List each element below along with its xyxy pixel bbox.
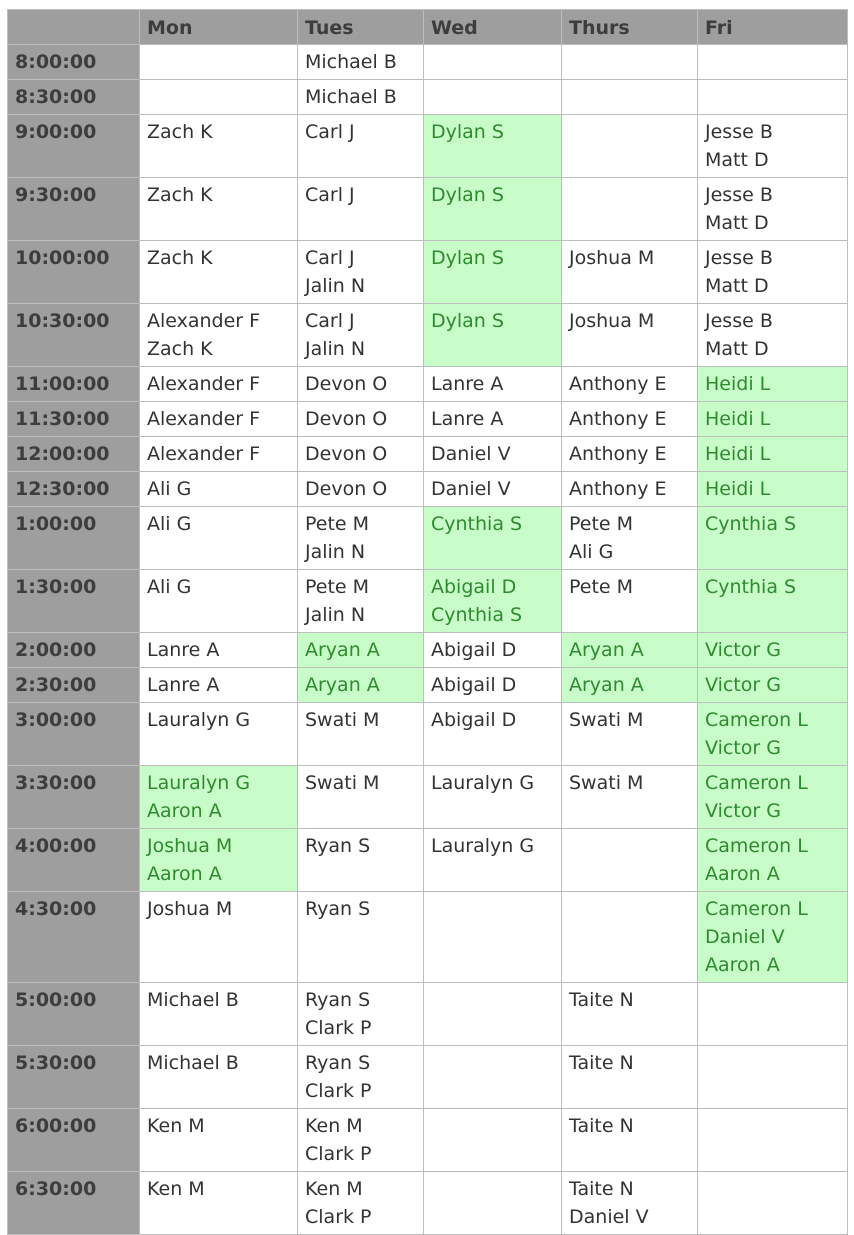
staff-name: Aryan A <box>569 674 644 696</box>
schedule-cell-mon <box>140 668 298 703</box>
schedule-cell-wed <box>424 1109 562 1172</box>
schedule-cell-thurs <box>562 304 698 367</box>
staff-name: Devon O <box>305 478 388 500</box>
schedule-cell-tues <box>298 983 424 1046</box>
schedule-cell-mon <box>140 241 298 304</box>
schedule-cell-tues <box>298 241 424 304</box>
schedule-cell-wed <box>424 829 562 892</box>
time-slot-row <box>8 983 848 1046</box>
staff-name: Heidi L <box>705 373 771 395</box>
schedule-cell-thurs <box>562 115 698 178</box>
schedule-cell-mon <box>140 703 298 766</box>
schedule-cell-mon <box>140 115 298 178</box>
time-label: 11:00:00 <box>8 367 140 402</box>
staff-name: Ken M <box>305 1178 363 1200</box>
schedule-cell-wed <box>424 983 562 1046</box>
staff-name: Alexander F <box>147 373 261 395</box>
staff-name: Aaron A <box>705 954 780 976</box>
schedule-cell-thurs <box>562 507 698 570</box>
day-header-thurs: Thurs <box>562 10 698 45</box>
staff-name: Clark P <box>305 1017 372 1039</box>
staff-name: Victor G <box>705 639 781 661</box>
time-label: 9:00:00 <box>8 115 140 178</box>
staff-name: Lauralyn G <box>147 709 251 731</box>
staff-name: Lanre A <box>147 639 220 661</box>
staff-name: Abigail D <box>431 709 517 731</box>
staff-name: Devon O <box>305 373 388 395</box>
staff-name: Matt D <box>705 275 769 297</box>
staff-name: Jesse B <box>705 184 773 206</box>
staff-name: Lanre A <box>147 674 220 696</box>
schedule-cell-thurs <box>562 892 698 983</box>
staff-name: Abigail D <box>431 576 517 598</box>
staff-name: Taite N <box>569 1178 634 1200</box>
staff-name: Cameron L <box>705 835 808 857</box>
time-slot-row <box>8 115 848 178</box>
time-slot-row <box>8 570 848 633</box>
staff-name: Aaron A <box>705 863 780 885</box>
staff-name: Jalin N <box>305 275 366 297</box>
schedule-cell-fri <box>698 402 848 437</box>
time-slot-row <box>8 829 848 892</box>
schedule-cell-fri <box>698 472 848 507</box>
staff-name: Cameron L <box>705 898 808 920</box>
schedule-cell-tues <box>298 80 424 115</box>
staff-name: Pete M <box>569 576 634 598</box>
time-label: 5:00:00 <box>8 983 140 1046</box>
day-header-wed: Wed <box>424 10 562 45</box>
time-slot-row <box>8 507 848 570</box>
staff-name: Jalin N <box>305 604 366 626</box>
staff-name: Ryan S <box>305 898 371 920</box>
schedule-cell-wed <box>424 241 562 304</box>
schedule-cell-mon <box>140 472 298 507</box>
time-slot-row <box>8 892 848 983</box>
schedule-cell-mon <box>140 367 298 402</box>
schedule-cell-tues <box>298 507 424 570</box>
time-label: 3:00:00 <box>8 703 140 766</box>
time-slot-row <box>8 1109 848 1172</box>
schedule-cell-mon <box>140 829 298 892</box>
staff-name: Jesse B <box>705 310 773 332</box>
staff-name: Heidi L <box>705 408 771 430</box>
staff-name: Cynthia S <box>705 513 797 535</box>
staff-name: Carl J <box>305 247 355 269</box>
time-slot-row <box>8 472 848 507</box>
schedule-body <box>8 45 848 1235</box>
staff-name: Ryan S <box>305 989 371 1011</box>
staff-name: Cynthia S <box>431 513 523 535</box>
time-slot-row <box>8 80 848 115</box>
staff-name: Ken M <box>305 1115 363 1137</box>
staff-name: Daniel V <box>431 478 511 500</box>
time-label: 4:00:00 <box>8 829 140 892</box>
time-label: 9:30:00 <box>8 178 140 241</box>
time-label: 10:00:00 <box>8 241 140 304</box>
schedule-cell-thurs <box>562 472 698 507</box>
schedule-cell-thurs <box>562 402 698 437</box>
schedule-cell-fri <box>698 829 848 892</box>
day-header-fri: Fri <box>698 10 848 45</box>
staff-name: Michael B <box>305 86 397 108</box>
day-header-tues: Tues <box>298 10 424 45</box>
schedule-table <box>7 9 848 1235</box>
staff-name: Swati M <box>305 772 380 794</box>
staff-name: Jesse B <box>705 121 773 143</box>
time-slot-row <box>8 367 848 402</box>
staff-name: Cynthia S <box>431 604 523 626</box>
schedule-cell-fri <box>698 1046 848 1109</box>
staff-name: Dylan S <box>431 121 504 143</box>
staff-name: Taite N <box>569 1115 634 1137</box>
schedule-cell-wed <box>424 402 562 437</box>
time-label: 4:30:00 <box>8 892 140 983</box>
schedule-cell-wed <box>424 892 562 983</box>
staff-name: Michael B <box>147 1052 239 1074</box>
staff-name: Ali G <box>147 478 192 500</box>
staff-name: Victor G <box>705 737 781 759</box>
staff-name: Abigail D <box>431 674 517 696</box>
schedule-cell-wed <box>424 367 562 402</box>
schedule-cell-wed <box>424 178 562 241</box>
staff-name: Matt D <box>705 338 769 360</box>
staff-name: Ryan S <box>305 1052 371 1074</box>
staff-name: Clark P <box>305 1143 372 1165</box>
schedule-cell-tues <box>298 115 424 178</box>
schedule-cell-mon <box>140 178 298 241</box>
schedule-cell-thurs <box>562 570 698 633</box>
schedule-cell-fri <box>698 892 848 983</box>
schedule-cell-fri <box>698 437 848 472</box>
time-slot-row <box>8 668 848 703</box>
schedule-cell-mon <box>140 437 298 472</box>
staff-name: Daniel V <box>705 926 785 948</box>
schedule-cell-thurs <box>562 829 698 892</box>
staff-name: Pete M <box>569 513 634 535</box>
schedule-cell-thurs <box>562 178 698 241</box>
staff-name: Clark P <box>305 1080 372 1102</box>
schedule-cell-thurs <box>562 80 698 115</box>
day-header-mon: Mon <box>140 10 298 45</box>
staff-name: Swati M <box>569 772 644 794</box>
schedule-cell-fri <box>698 367 848 402</box>
schedule-cell-thurs <box>562 241 698 304</box>
schedule-cell-thurs <box>562 703 698 766</box>
staff-name: Devon O <box>305 443 388 465</box>
staff-name: Anthony E <box>569 478 667 500</box>
schedule-cell-mon <box>140 570 298 633</box>
staff-name: Jalin N <box>305 541 366 563</box>
staff-name: Aryan A <box>305 674 380 696</box>
time-label: 11:30:00 <box>8 402 140 437</box>
time-label: 10:30:00 <box>8 304 140 367</box>
schedule-cell-fri <box>698 45 848 80</box>
staff-name: Pete M <box>305 576 370 598</box>
staff-name: Clark P <box>305 1206 372 1228</box>
staff-name: Michael B <box>305 51 397 73</box>
schedule-cell-mon <box>140 80 298 115</box>
schedule-cell-thurs <box>562 1109 698 1172</box>
staff-name: Lanre A <box>431 408 504 430</box>
schedule-cell-wed <box>424 766 562 829</box>
staff-name: Zach K <box>147 338 213 360</box>
schedule-cell-mon <box>140 402 298 437</box>
schedule-cell-mon <box>140 766 298 829</box>
staff-name: Daniel V <box>431 443 511 465</box>
time-slot-row <box>8 1046 848 1109</box>
staff-name: Carl J <box>305 310 355 332</box>
staff-name: Pete M <box>305 513 370 535</box>
staff-name: Michael B <box>147 989 239 1011</box>
schedule-cell-thurs <box>562 766 698 829</box>
schedule-cell-fri <box>698 570 848 633</box>
time-label: 8:30:00 <box>8 80 140 115</box>
schedule-cell-tues <box>298 892 424 983</box>
schedule-cell-fri <box>698 633 848 668</box>
schedule-cell-fri <box>698 304 848 367</box>
staff-name: Matt D <box>705 149 769 171</box>
schedule-cell-tues <box>298 570 424 633</box>
staff-name: Alexander F <box>147 408 261 430</box>
staff-name: Jalin N <box>305 338 366 360</box>
time-slot-row <box>8 703 848 766</box>
time-slot-row <box>8 437 848 472</box>
schedule-cell-thurs <box>562 1046 698 1109</box>
staff-name: Lauralyn G <box>431 835 535 857</box>
schedule-cell-fri <box>698 80 848 115</box>
schedule-cell-tues <box>298 472 424 507</box>
time-label: 3:30:00 <box>8 766 140 829</box>
staff-name: Ken M <box>147 1178 205 1200</box>
staff-name: Cameron L <box>705 772 808 794</box>
schedule-cell-mon <box>140 45 298 80</box>
staff-name: Matt D <box>705 212 769 234</box>
schedule-cell-thurs <box>562 983 698 1046</box>
time-label: 6:30:00 <box>8 1172 140 1235</box>
schedule-cell-fri <box>698 766 848 829</box>
schedule-cell-wed <box>424 703 562 766</box>
staff-name: Dylan S <box>431 247 504 269</box>
staff-name: Taite N <box>569 989 634 1011</box>
time-label: 1:30:00 <box>8 570 140 633</box>
staff-name: Ryan S <box>305 835 371 857</box>
staff-name: Alexander F <box>147 310 261 332</box>
staff-name: Aaron A <box>147 863 222 885</box>
schedule-cell-fri <box>698 115 848 178</box>
schedule-cell-wed <box>424 1172 562 1235</box>
schedule-cell-wed <box>424 633 562 668</box>
staff-name: Lauralyn G <box>147 772 251 794</box>
corner-header <box>8 10 140 45</box>
header-row <box>8 10 848 45</box>
time-label: 12:00:00 <box>8 437 140 472</box>
staff-name: Zach K <box>147 121 213 143</box>
schedule-cell-mon <box>140 507 298 570</box>
time-slot-row <box>8 178 848 241</box>
staff-name: Heidi L <box>705 443 771 465</box>
staff-name: Victor G <box>705 674 781 696</box>
schedule-cell-fri <box>698 1109 848 1172</box>
schedule-cell-mon <box>140 1046 298 1109</box>
schedule-cell-mon <box>140 304 298 367</box>
schedule-cell-mon <box>140 983 298 1046</box>
schedule-cell-tues <box>298 1172 424 1235</box>
staff-name: Joshua M <box>569 310 655 332</box>
schedule-cell-wed <box>424 668 562 703</box>
schedule-cell-wed <box>424 45 562 80</box>
staff-name: Ken M <box>147 1115 205 1137</box>
staff-name: Taite N <box>569 1052 634 1074</box>
staff-name: Joshua M <box>147 898 233 920</box>
schedule-cell-tues <box>298 766 424 829</box>
time-slot-row <box>8 402 848 437</box>
time-slot-row <box>8 1172 848 1235</box>
schedule-cell-fri <box>698 178 848 241</box>
schedule-cell-fri <box>698 668 848 703</box>
schedule-cell-fri <box>698 1172 848 1235</box>
schedule-cell-mon <box>140 1172 298 1235</box>
time-label: 8:00:00 <box>8 45 140 80</box>
staff-name: Joshua M <box>569 247 655 269</box>
staff-name: Heidi L <box>705 478 771 500</box>
staff-name: Daniel V <box>569 1206 649 1228</box>
schedule-cell-fri <box>698 507 848 570</box>
staff-name: Victor G <box>705 800 781 822</box>
staff-name: Carl J <box>305 121 355 143</box>
staff-name: Cameron L <box>705 709 808 731</box>
time-label: 12:30:00 <box>8 472 140 507</box>
staff-name: Anthony E <box>569 443 667 465</box>
schedule-cell-thurs <box>562 668 698 703</box>
schedule-cell-wed <box>424 570 562 633</box>
schedule-cell-tues <box>298 367 424 402</box>
time-label: 6:00:00 <box>8 1109 140 1172</box>
schedule-cell-fri <box>698 241 848 304</box>
schedule-cell-tues <box>298 1109 424 1172</box>
schedule-cell-thurs <box>562 45 698 80</box>
staff-name: Dylan S <box>431 310 504 332</box>
schedule-cell-wed <box>424 1046 562 1109</box>
time-slot-row <box>8 633 848 668</box>
time-label: 1:00:00 <box>8 507 140 570</box>
schedule-cell-tues <box>298 402 424 437</box>
schedule-cell-wed <box>424 507 562 570</box>
time-slot-row <box>8 766 848 829</box>
staff-name: Ali G <box>147 513 192 535</box>
staff-name: Alexander F <box>147 443 261 465</box>
time-label: 2:30:00 <box>8 668 140 703</box>
schedule-cell-tues <box>298 45 424 80</box>
schedule-cell-wed <box>424 115 562 178</box>
schedule-cell-wed <box>424 472 562 507</box>
staff-name: Devon O <box>305 408 388 430</box>
staff-name: Jesse B <box>705 247 773 269</box>
staff-name: Aryan A <box>305 639 380 661</box>
schedule-cell-tues <box>298 829 424 892</box>
schedule-cell-thurs <box>562 1172 698 1235</box>
schedule-cell-thurs <box>562 633 698 668</box>
staff-name: Abigail D <box>431 639 517 661</box>
schedule-cell-tues <box>298 703 424 766</box>
schedule-cell-fri <box>698 983 848 1046</box>
schedule-cell-tues <box>298 304 424 367</box>
staff-name: Ali G <box>569 541 614 563</box>
staff-name: Ali G <box>147 576 192 598</box>
time-slot-row <box>8 45 848 80</box>
staff-name: Anthony E <box>569 408 667 430</box>
staff-name: Carl J <box>305 184 355 206</box>
time-label: 2:00:00 <box>8 633 140 668</box>
staff-name: Dylan S <box>431 184 504 206</box>
staff-name: Joshua M <box>147 835 233 857</box>
schedule-cell-mon <box>140 892 298 983</box>
staff-name: Swati M <box>305 709 380 731</box>
staff-name: Zach K <box>147 184 213 206</box>
staff-name: Anthony E <box>569 373 667 395</box>
schedule-cell-tues <box>298 437 424 472</box>
schedule-cell-tues <box>298 633 424 668</box>
schedule-cell-wed <box>424 80 562 115</box>
staff-name: Zach K <box>147 247 213 269</box>
staff-name: Aryan A <box>569 639 644 661</box>
schedule-cell-thurs <box>562 367 698 402</box>
schedule-cell-thurs <box>562 437 698 472</box>
time-slot-row <box>8 241 848 304</box>
schedule-cell-mon <box>140 633 298 668</box>
staff-name: Swati M <box>569 709 644 731</box>
schedule-cell-fri <box>698 703 848 766</box>
staff-name: Lauralyn G <box>431 772 535 794</box>
staff-name: Aaron A <box>147 800 222 822</box>
schedule-cell-wed <box>424 304 562 367</box>
schedule-cell-tues <box>298 668 424 703</box>
staff-name: Lanre A <box>431 373 504 395</box>
schedule-cell-wed <box>424 437 562 472</box>
schedule-cell-tues <box>298 1046 424 1109</box>
staff-name: Cynthia S <box>705 576 797 598</box>
schedule-cell-tues <box>298 178 424 241</box>
time-slot-row <box>8 304 848 367</box>
schedule-cell-mon <box>140 1109 298 1172</box>
time-label: 5:30:00 <box>8 1046 140 1109</box>
